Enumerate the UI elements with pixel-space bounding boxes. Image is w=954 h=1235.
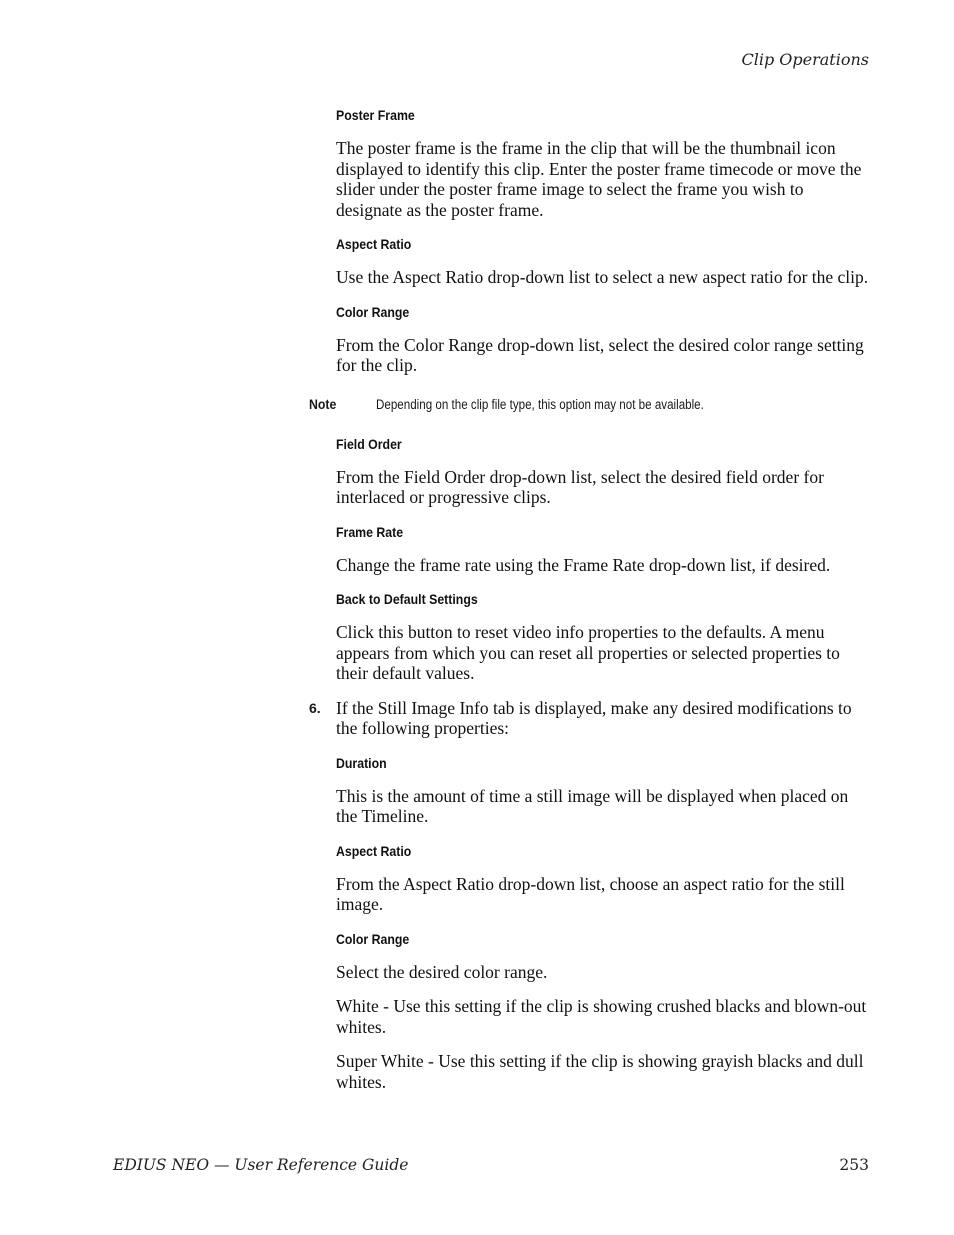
- page-number: 253: [839, 1156, 869, 1174]
- para-color-range: From the Color Range drop-down list, select the desired color range setting for the clip.: [336, 334, 864, 375]
- note-text: Depending on the clip file type, this option may not be available.: [376, 396, 704, 412]
- heading-poster-frame: Poster Frame: [336, 107, 415, 123]
- para-color-range-white: White - Use this setting if the clip is showing crushed blacks and blown-out whites.: [336, 996, 867, 1037]
- footer-title: EDIUS NEO — User Reference Guide: [113, 1156, 409, 1174]
- heading-field-order: Field Order: [336, 435, 402, 452]
- para-back-to-default: Click this button to reset video info properties to the defaults. A menu appears from which you can reset all properties or selected properties to their default values.: [336, 622, 840, 683]
- para-field-order: From the Field Order drop-down list, select the desired field order for interlaced or progressive clips.: [336, 466, 824, 507]
- note-label: Note: [309, 395, 337, 412]
- heading-duration: Duration: [336, 754, 387, 771]
- step-6-text: If the Still Image Info tab is displayed, make any desired modifications to the following properties:: [336, 697, 852, 738]
- step-6: [309, 697, 872, 739]
- heading-back-to-default: Back to Default Settings: [336, 591, 478, 607]
- para-aspect-ratio: Use the Aspect Ratio drop-down list to select a new aspect ratio for the clip.: [336, 267, 869, 287]
- heading-color-range: Color Range: [336, 303, 410, 320]
- running-header: Clip Operations: [741, 50, 869, 69]
- para-duration: This is the amount of time a still image will be displayed when placed on the Timeline.: [336, 785, 849, 826]
- para-poster-frame: The poster frame is the frame in the clip that will be the thumbnail icon displayed to identify this clip. Enter the poster frame timecode or move the slider under the poster frame image to select the frame you wish to designate as the poster frame.: [336, 138, 862, 220]
- note-block: [309, 395, 872, 416]
- para-aspect-ratio-still: From the Aspect Ratio drop-down list, choose an aspect ratio for the still image.: [336, 873, 845, 914]
- para-frame-rate: Change the frame rate using the Frame Rate drop-down list, if desired.: [336, 554, 831, 575]
- heading-frame-rate: Frame Rate: [336, 523, 404, 540]
- heading-aspect-ratio-still: Aspect Ratio: [336, 842, 412, 859]
- heading-color-range-still: Color Range: [336, 930, 410, 947]
- heading-aspect-ratio: Aspect Ratio: [336, 236, 412, 252]
- para-color-range-super-white: Super White - Use this setting if the clip is showing grayish blacks and dull whites.: [336, 1051, 864, 1092]
- para-color-range-select: Select the desired color range.: [336, 961, 548, 982]
- page-content: [309, 105, 872, 1106]
- step-number: 6.: [309, 699, 321, 716]
